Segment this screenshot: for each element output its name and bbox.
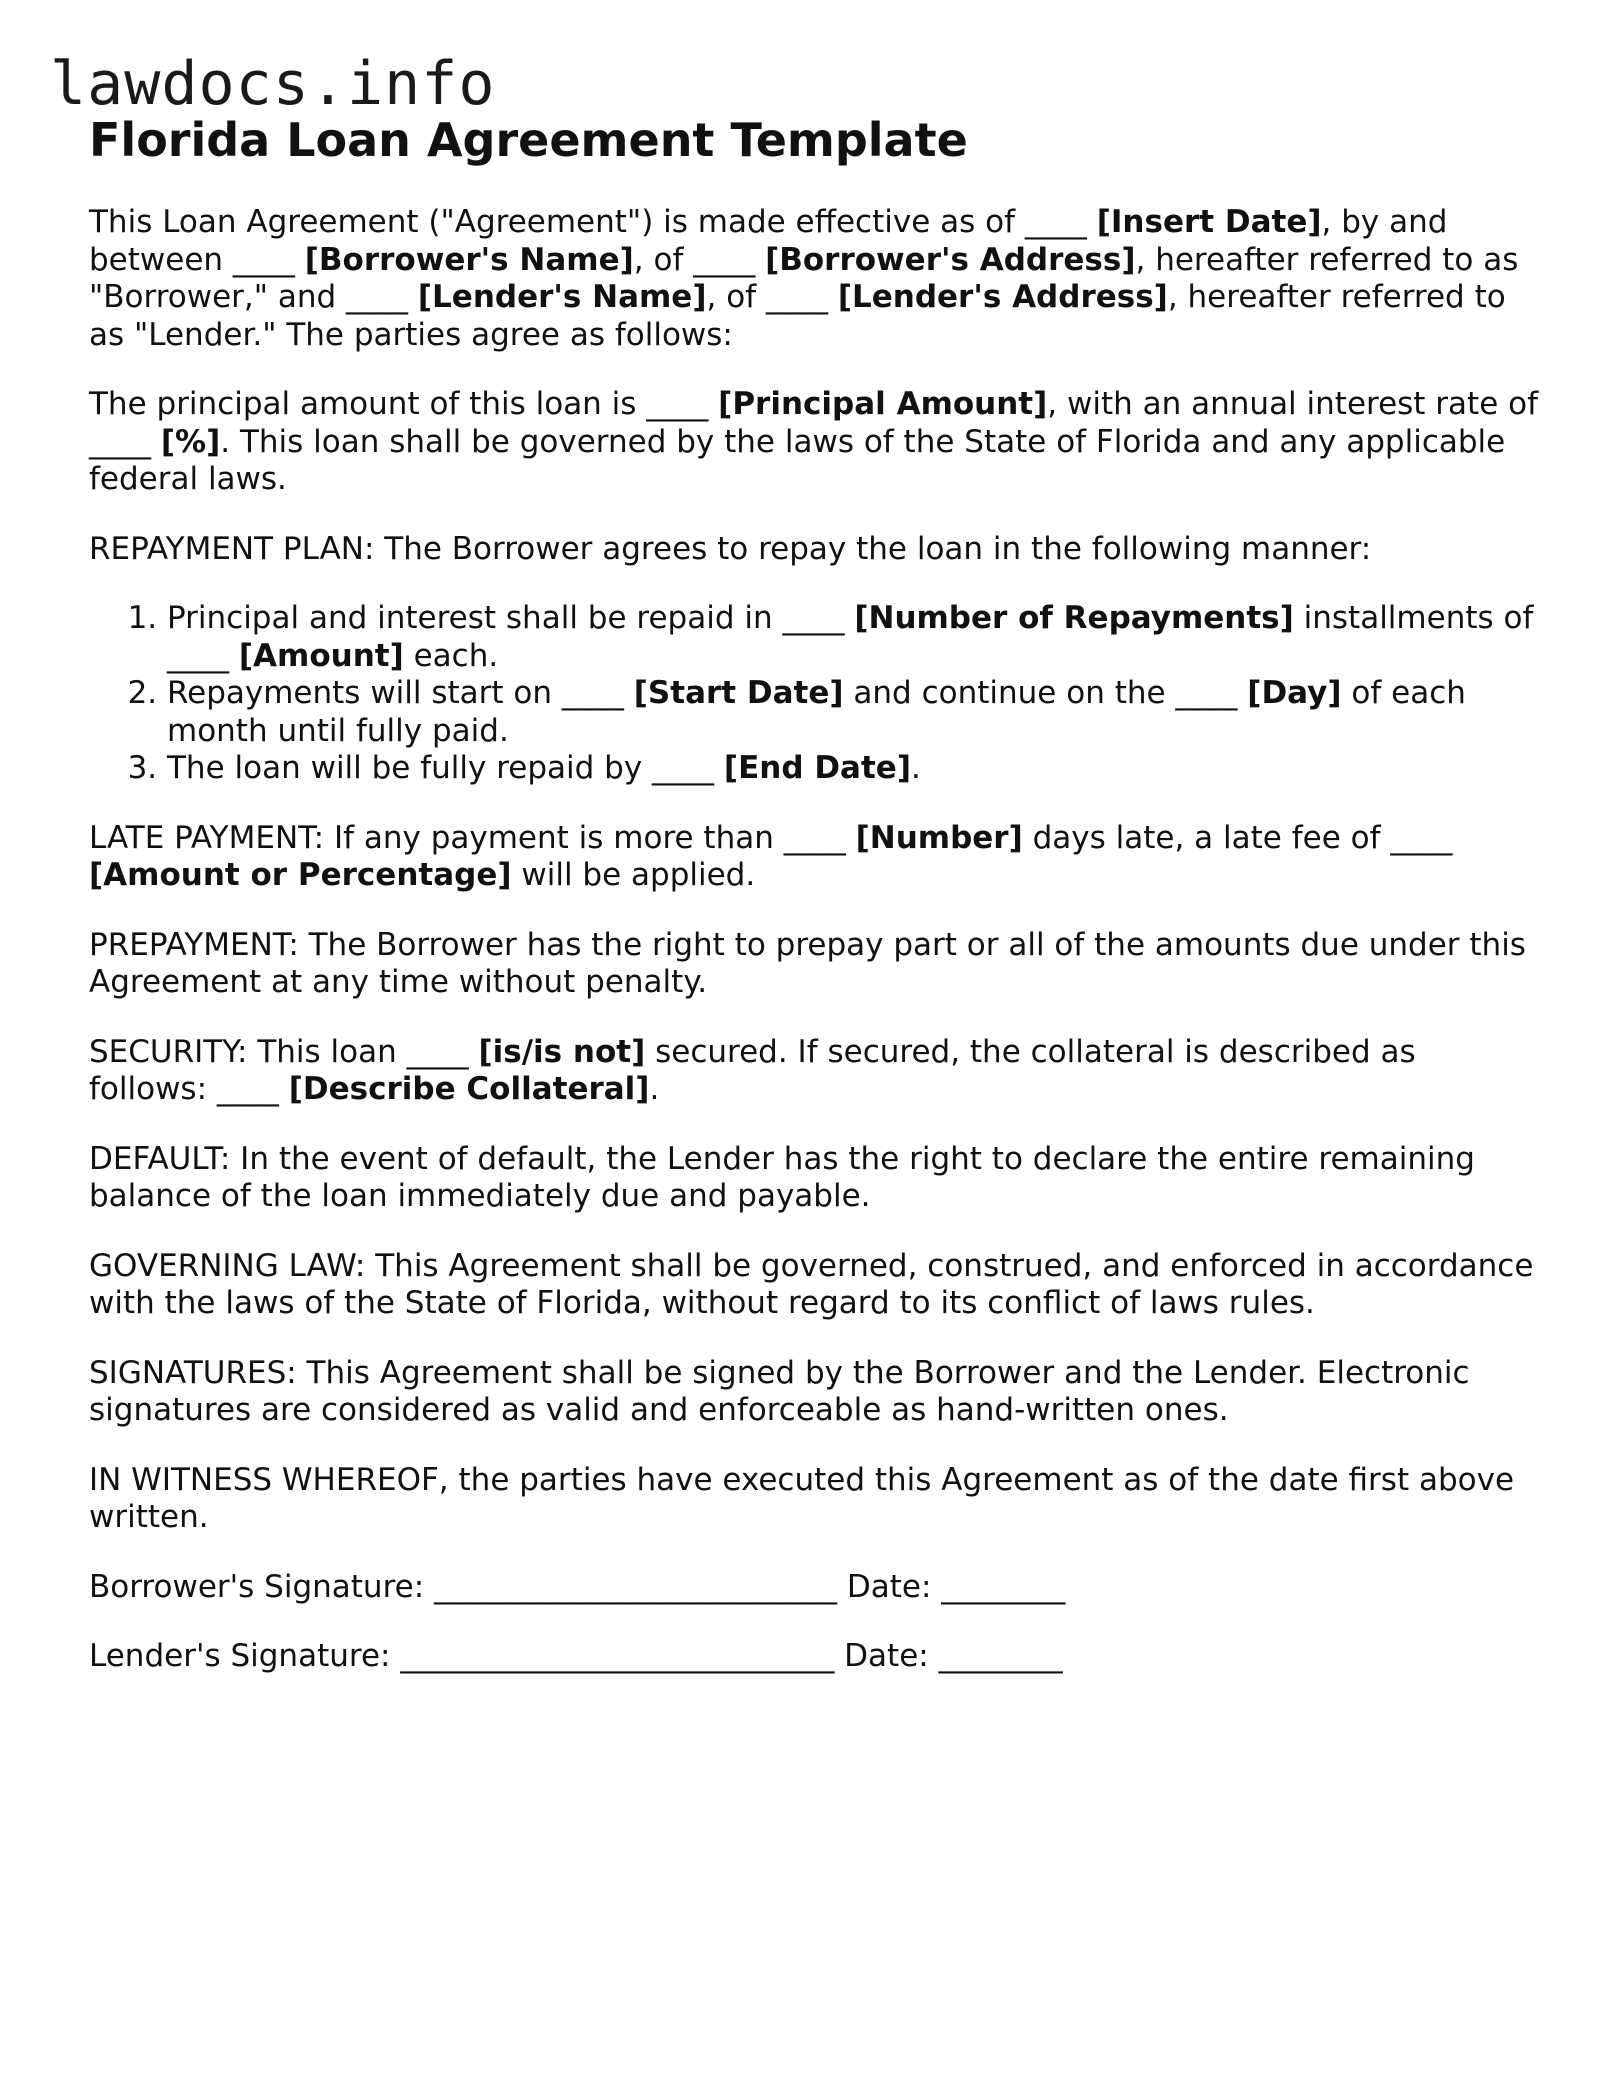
intro-text: , of ____ bbox=[706, 279, 838, 315]
list-item-text: The loan will be fully repaid by ____ bbox=[167, 750, 724, 786]
list-item bbox=[167, 750, 1539, 788]
list-item-text: and continue on the ____ bbox=[843, 675, 1248, 711]
default-paragraph: DEFAULT: In the event of default, the Lender has the right to declare the entire remaining balance of the loan immediately due and payable. bbox=[89, 1140, 1475, 1214]
witness-paragraph: IN WITNESS WHEREOF, the parties have executed this Agreement as of the date first above written. bbox=[89, 1461, 1515, 1535]
signatures-paragraph: SIGNATURES: This Agreement shall be signed by the Borrower and the Lender. Electronic signatures are considered as valid and enforceable as hand-written ones. bbox=[89, 1354, 1470, 1428]
list-item-text: of each month until fully paid. bbox=[167, 675, 1466, 749]
intro-text: , by and between ____ bbox=[89, 204, 1448, 278]
intro-text: , of ____ bbox=[633, 241, 766, 278]
principal-text: The principal amount of this loan is ____ bbox=[89, 386, 719, 422]
number-placeholder: [Number] bbox=[855, 819, 1023, 856]
repayment-plan-heading: REPAYMENT PLAN: The Borrower agrees to repay the loan in the following manner: bbox=[89, 530, 1372, 567]
end-date-placeholder: [End Date] bbox=[723, 750, 911, 786]
principal-paragraph bbox=[89, 386, 1539, 499]
intro-text: , hereafter referred to as "Lender." The parties agree as follows: bbox=[89, 279, 1506, 353]
site-brand-logo: lawdocs.info bbox=[50, 49, 496, 119]
list-item-text: Principal and interest shall be repaid in ____ bbox=[167, 600, 855, 636]
lender-name-placeholder: [Lender's Name] bbox=[417, 279, 707, 315]
principal-text: , with an annual interest rate of ____ bbox=[89, 386, 1539, 460]
repayment-list bbox=[89, 600, 1539, 788]
intro-text: This Loan Agreement ("Agreement") is made effective as of ____ bbox=[89, 204, 1097, 240]
borrower-address-placeholder: [Borrower's Address] bbox=[765, 241, 1136, 278]
interest-rate-placeholder: [%] bbox=[160, 423, 221, 460]
document-body bbox=[89, 112, 1539, 1708]
principal-amount-placeholder: [Principal Amount] bbox=[718, 386, 1048, 422]
is-is-not-placeholder: [is/is not] bbox=[478, 1033, 646, 1070]
amount-placeholder: [Amount] bbox=[238, 637, 404, 674]
borrower-name-placeholder: [Borrower's Name] bbox=[304, 241, 634, 278]
amount-or-percentage-placeholder: [Amount or Percentage] bbox=[89, 857, 512, 893]
day-placeholder: [Day] bbox=[1247, 675, 1342, 711]
borrower-signature-line: Borrower's Signature: __________________________ Date: ________ bbox=[89, 1568, 1066, 1605]
list-item-text: installments of ____ bbox=[167, 600, 1534, 674]
insert-date-placeholder: [Insert Date] bbox=[1096, 204, 1322, 240]
intro-paragraph bbox=[89, 204, 1539, 354]
principal-text: . This loan shall be governed by the laws of the State of Florida and any applicable federal laws. bbox=[89, 423, 1506, 497]
list-item-text: each. bbox=[403, 637, 499, 674]
list-item-text: . bbox=[910, 750, 921, 786]
security-text: . bbox=[649, 1071, 660, 1107]
number-of-repayments-placeholder: [Number of Repayments] bbox=[854, 600, 1294, 636]
security-text: SECURITY: This loan ____ bbox=[89, 1033, 479, 1070]
security-text: secured. If secured, the collateral is described as follows: ____ bbox=[89, 1033, 1416, 1107]
prepayment-paragraph: PREPAYMENT: The Borrower has the right to prepay part or all of the amounts due under this Agreement at any time without penalty. bbox=[89, 926, 1526, 1000]
describe-collateral-placeholder: [Describe Collateral] bbox=[288, 1071, 650, 1107]
start-date-placeholder: [Start Date] bbox=[633, 675, 844, 711]
lender-signature-line: Lender's Signature: ____________________________ Date: ________ bbox=[89, 1638, 1063, 1674]
page-title: Florida Loan Agreement Template bbox=[89, 113, 968, 167]
list-item bbox=[167, 675, 1539, 750]
late-payment-text: days late, a late fee of ____ bbox=[1022, 819, 1453, 856]
list-item-text: Repayments will start on ____ bbox=[167, 675, 634, 711]
intro-text: , hereafter referred to as "Borrower," and ____ bbox=[89, 241, 1519, 315]
governing-law-paragraph: GOVERNING LAW: This Agreement shall be governed, construed, and enforced in accordance with the laws of the State of Florida, without regard to its conflict of laws rules. bbox=[89, 1247, 1534, 1321]
late-payment-text: will be applied. bbox=[511, 857, 756, 893]
lender-address-placeholder: [Lender's Address] bbox=[837, 279, 1168, 315]
list-item bbox=[167, 600, 1539, 675]
security-paragraph bbox=[89, 1034, 1539, 1109]
late-payment-text: LATE PAYMENT: If any payment is more than ____ bbox=[89, 819, 856, 856]
late-payment-paragraph bbox=[89, 820, 1539, 895]
